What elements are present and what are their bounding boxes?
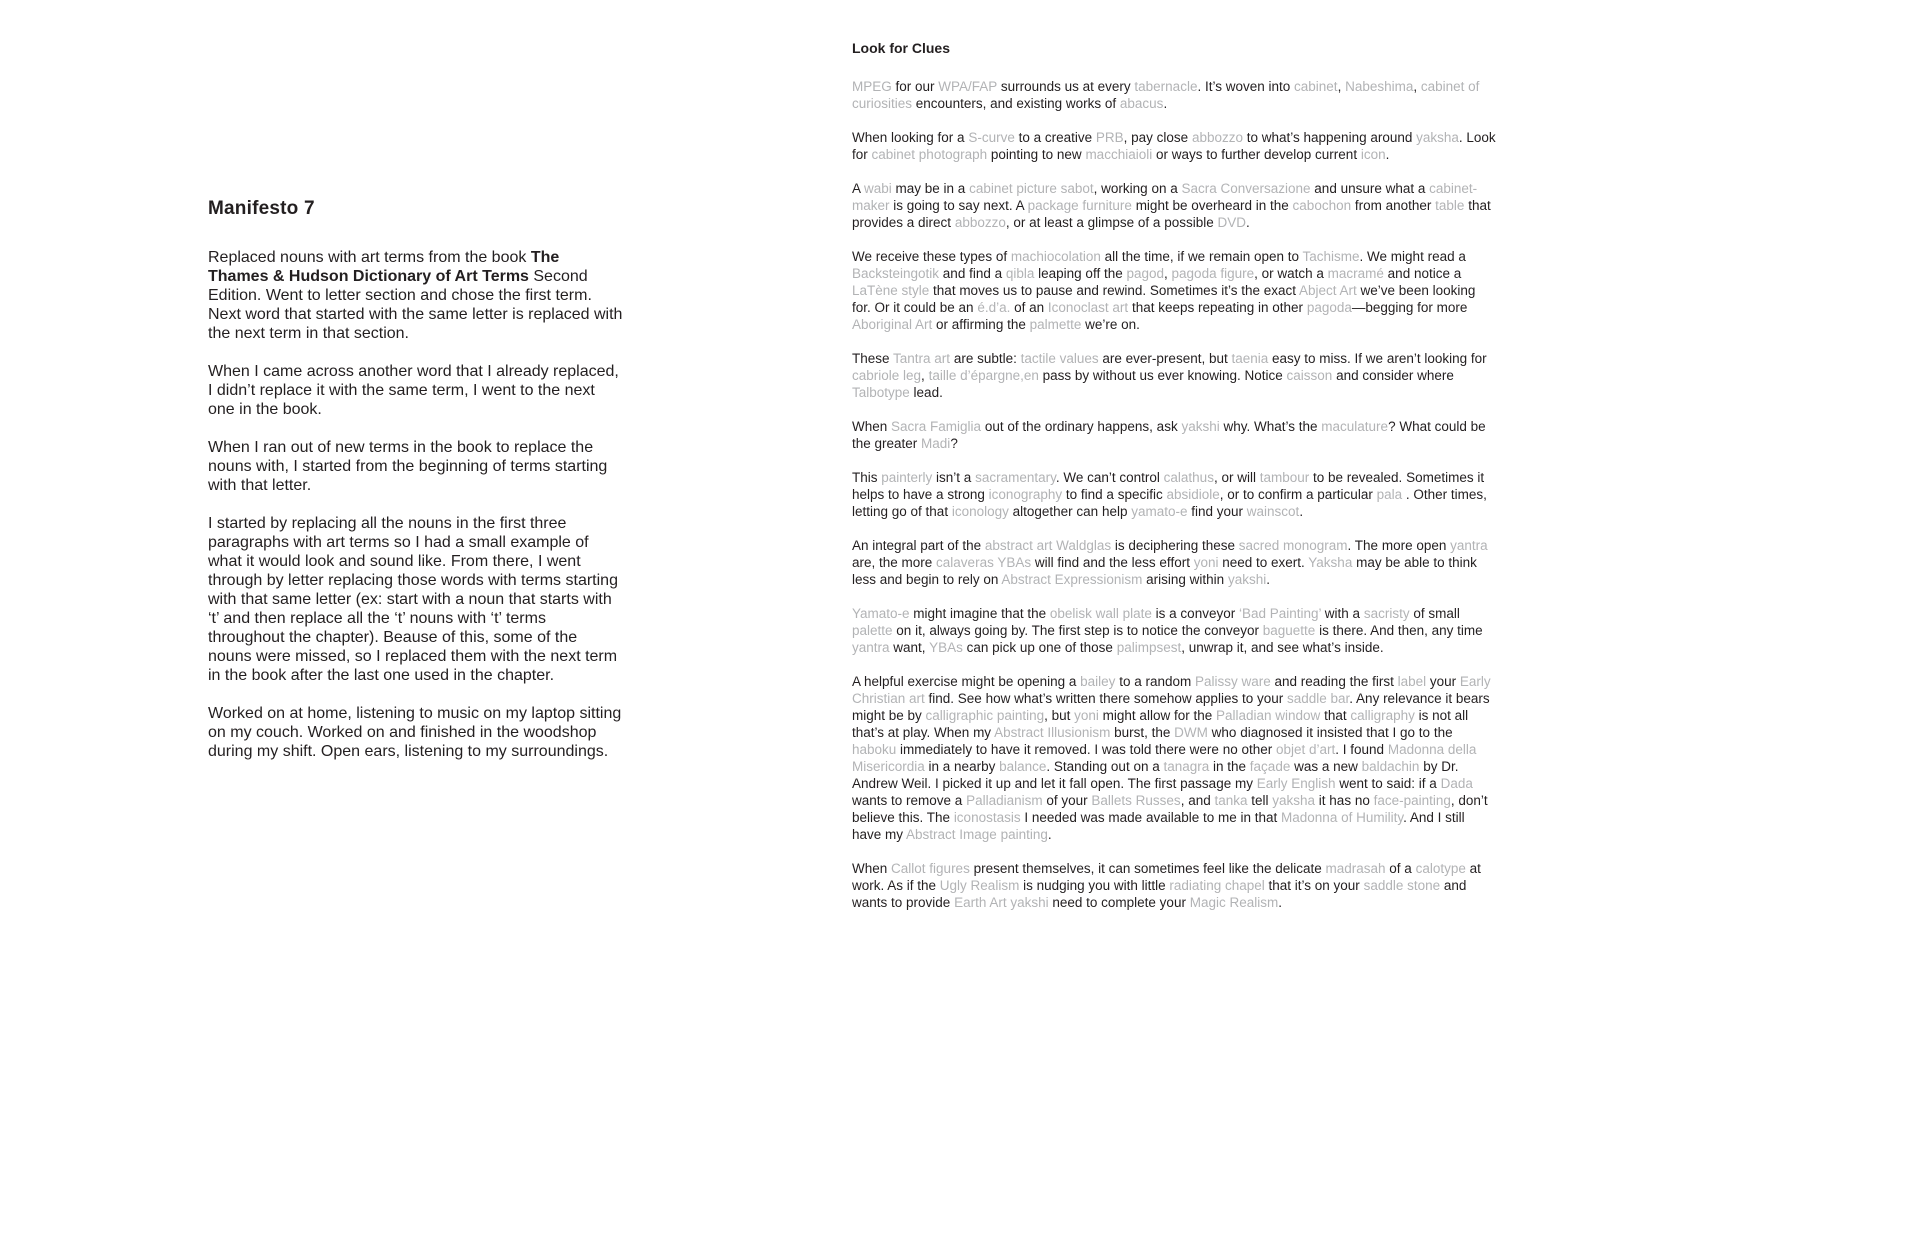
text-run: to what’s happening around	[1242, 130, 1417, 145]
art-term: saddle stone	[1363, 878, 1441, 893]
text-run: ,	[1164, 266, 1172, 281]
text-run: Second Edition. Went to letter section and chose the first term. Next word that started with the same letter is replaced with the next term in that section.	[208, 268, 623, 342]
text-run: can pick up one of those	[962, 640, 1117, 655]
art-term: calotype	[1415, 861, 1466, 876]
art-term: cabinet picture sabot	[969, 181, 1094, 196]
art-term: sacristy	[1363, 606, 1410, 621]
clues-title: Look for Clues	[852, 40, 951, 56]
text-run: .	[1278, 895, 1282, 910]
text-run: to be revealed. Sometimes it helps to have a strong	[852, 470, 1485, 502]
text-run: These	[852, 351, 894, 366]
art-term: Madonna of Humility	[1281, 810, 1404, 825]
art-term: Aboriginal Art	[852, 317, 933, 332]
art-term: MPEG	[852, 79, 892, 94]
art-term: Ugly Realism	[939, 878, 1020, 893]
text-run: why. What’s the	[1219, 419, 1322, 434]
text-run: pass by without us ever knowing. Notice	[1038, 368, 1287, 383]
art-term: icon	[1360, 147, 1386, 162]
art-term: Earth Art yakshi	[954, 895, 1049, 910]
text-run: present themselves, it can sometimes feel like the delicate	[969, 861, 1326, 876]
art-term: radiating chapel	[1169, 878, 1265, 893]
art-term: Tantra art	[893, 351, 951, 366]
text-run: your	[1426, 674, 1460, 689]
art-term: pagoda figure	[1171, 266, 1255, 281]
art-term: Abstract Image painting	[906, 827, 1048, 842]
art-term: macchiaioli	[1085, 147, 1153, 162]
art-term: Dada	[1440, 776, 1473, 791]
art-term: saddle bar	[1286, 691, 1350, 706]
paragraph	[852, 350, 1497, 401]
paragraph	[852, 418, 1497, 452]
text-run: is a conveyor	[1151, 606, 1239, 621]
art-term: é.d’a.	[977, 300, 1011, 315]
art-term: cabinet of curiosities	[852, 79, 1480, 111]
text-run: on it, always going by. The first step is to notice the conveyor	[892, 623, 1263, 638]
text-run: arising within	[1142, 572, 1228, 587]
art-term: Yamato-e	[852, 606, 910, 621]
text-run: ? What could be the greater	[852, 419, 1486, 451]
text-run: , or watch a	[1254, 266, 1328, 281]
art-term: Magic Realism	[1189, 895, 1279, 910]
paragraph	[208, 438, 623, 495]
text-run: and notice a	[1383, 266, 1462, 281]
art-term: abacus	[1119, 96, 1164, 111]
text-run: surrounds us at every	[997, 79, 1135, 94]
art-term: cabochon	[1292, 198, 1352, 213]
art-term: calligraphic painting	[925, 708, 1045, 723]
text-run: An integral part of the	[852, 538, 985, 553]
art-term: iconography	[988, 487, 1063, 502]
art-term: abstract art Waldglas	[984, 538, 1112, 553]
paragraph	[852, 860, 1497, 911]
text-run: all the time, if we remain open to	[1100, 249, 1303, 264]
text-run: encounters, and existing works of	[912, 96, 1120, 111]
text-run: need to complete your	[1048, 895, 1190, 910]
text-run: , pay close	[1123, 130, 1192, 145]
paragraph	[852, 469, 1497, 520]
text-run: wants to remove a	[852, 793, 967, 808]
text-run: that moves us to pause and rewind. Sometimes it’s the exact	[929, 283, 1299, 298]
art-term: palimpsest	[1116, 640, 1182, 655]
paragraph	[852, 537, 1497, 588]
art-term: yaksha	[1416, 130, 1459, 145]
text-run: When	[852, 861, 892, 876]
text-run: When I ran out of new terms in the book to replace the nouns with, I started from the beginning of terms starting with that letter.	[208, 439, 608, 494]
paragraph	[852, 673, 1497, 843]
text-run: who diagnosed it insisted that I go to the	[1207, 725, 1453, 740]
art-term: Early English	[1256, 776, 1336, 791]
text-run: with a	[1321, 606, 1364, 621]
art-term: obelisk wall plate	[1049, 606, 1152, 621]
text-run: ,	[921, 368, 929, 383]
text-run: to a creative	[1014, 130, 1096, 145]
art-term: Palladian window	[1215, 708, 1321, 723]
text-run: This	[852, 470, 882, 485]
text-run: A helpful exercise might be opening a	[852, 674, 1081, 689]
art-term: taenia	[1231, 351, 1269, 366]
text-run: .	[1163, 96, 1168, 111]
text-run: at work. As if the	[852, 861, 1481, 893]
art-term: Sacra Famiglia	[891, 419, 982, 434]
text-run: in the	[1209, 759, 1250, 774]
text-run: When I came across another word that I already replaced, I didn’t replace it with the same term, I went to the next one in the book.	[208, 363, 619, 418]
art-term: wainscot	[1246, 504, 1300, 519]
text-run: find. See how what’s written there somehow applies to your	[924, 691, 1287, 706]
text-run: altogether can help	[1008, 504, 1132, 519]
art-term: façade	[1249, 759, 1291, 774]
art-term: tanka	[1214, 793, 1248, 808]
text-run: , or at least a glimpse of a possible	[1005, 215, 1218, 230]
text-run: , or will	[1213, 470, 1260, 485]
paragraph	[852, 129, 1497, 163]
art-term: DVD	[1217, 215, 1246, 230]
art-term: Talbotype	[852, 385, 910, 400]
art-term: Callot figures	[891, 861, 970, 876]
art-term: yoni	[1074, 708, 1099, 723]
text-run: is deciphering these	[1111, 538, 1239, 553]
text-run: A	[852, 181, 865, 196]
art-term: PRB	[1095, 130, 1124, 145]
art-term: Backsteingotik	[852, 266, 940, 281]
text-run: ?	[950, 436, 958, 451]
text-run: by Dr. Andrew Weil. I picked it up and let it fall open. The first passage my	[852, 759, 1459, 791]
art-term: caisson	[1286, 368, 1333, 383]
clues-body	[852, 78, 1497, 911]
art-term: iconostasis	[953, 810, 1021, 825]
art-term: Abject Art	[1299, 283, 1357, 298]
text-run: want,	[889, 640, 930, 655]
text-run: for our	[891, 79, 939, 94]
art-term: haboku	[852, 742, 897, 757]
text-run: , don’t believe this. The	[852, 793, 1488, 825]
text-run: and wants to provide	[852, 878, 1467, 910]
text-run: . We might read a	[1359, 249, 1466, 264]
text-run: is there. And then, any time	[1315, 623, 1483, 638]
art-term: Early Christian art	[852, 674, 1491, 706]
text-run: are, the more	[852, 555, 937, 570]
art-term: wabi	[864, 181, 892, 196]
art-term: tanagra	[1163, 759, 1210, 774]
text-run: in a nearby	[924, 759, 1000, 774]
art-term: bailey	[1080, 674, 1116, 689]
art-term: Madi	[921, 436, 951, 451]
art-term: cabinet-maker	[852, 181, 1478, 213]
paragraph	[852, 248, 1497, 333]
art-term: calaveras YBAs	[936, 555, 1032, 570]
text-run: . We can’t control	[1055, 470, 1164, 485]
text-run: of an	[1010, 300, 1048, 315]
text-run: might imagine that the	[909, 606, 1050, 621]
art-term: maculature	[1321, 419, 1389, 434]
text-run: of small	[1409, 606, 1460, 621]
art-term: sacramentary	[975, 470, 1056, 485]
art-term: taille d’épargne,en	[928, 368, 1039, 383]
art-term: Nabeshima	[1345, 79, 1414, 94]
text-run: The Thames & Hudson Dictionary of Art Terms	[208, 249, 560, 285]
text-run: ,	[1413, 79, 1421, 94]
art-term: Tachisme	[1302, 249, 1360, 264]
art-term: pagod	[1126, 266, 1165, 281]
text-run: We receive these types of	[852, 249, 1011, 264]
text-run: and unsure what a	[1310, 181, 1430, 196]
art-term: DWM	[1174, 725, 1208, 740]
art-term: pagoda	[1306, 300, 1352, 315]
text-run: Replaced nouns with art terms from the book	[208, 249, 531, 266]
paragraph	[208, 514, 623, 685]
manifesto-section	[208, 198, 623, 780]
text-run: and reading the first	[1270, 674, 1398, 689]
art-term: palette	[852, 623, 893, 638]
art-term: Palissy ware	[1194, 674, 1271, 689]
text-run: may be able to think less and begin to rely on	[852, 555, 1477, 587]
art-term: tambour	[1259, 470, 1310, 485]
text-run: , or to confirm a particular	[1219, 487, 1377, 502]
text-run: is nudging you with little	[1019, 878, 1170, 893]
manifesto-body	[208, 248, 623, 761]
art-term: painterly	[881, 470, 933, 485]
art-term: yakshi	[1227, 572, 1267, 587]
text-run: . Look for	[852, 130, 1496, 162]
text-run: immediately to have it removed. I was told there were no other	[896, 742, 1276, 757]
paragraph	[208, 362, 623, 419]
art-term: machiocolation	[1010, 249, 1101, 264]
text-run: .	[1385, 147, 1390, 162]
art-term: Abstract Illusionism	[994, 725, 1111, 740]
clues-section	[852, 40, 1497, 928]
text-run: or affirming the	[932, 317, 1030, 332]
art-term: balance	[999, 759, 1047, 774]
text-run: went to said: if a	[1335, 776, 1441, 791]
art-term: tactile values	[1020, 351, 1099, 366]
art-term: qibla	[1005, 266, 1035, 281]
paragraph	[208, 248, 623, 343]
art-term: label	[1397, 674, 1427, 689]
art-term: abbozzo	[1191, 130, 1243, 145]
art-term: abbozzo	[954, 215, 1006, 230]
text-run: will find and the less effort	[1031, 555, 1194, 570]
text-run: may be in a	[891, 181, 970, 196]
text-run: find your	[1187, 504, 1247, 519]
text-run: , and	[1180, 793, 1215, 808]
art-term: S-curve	[968, 130, 1015, 145]
art-term: Yaksha	[1308, 555, 1353, 570]
art-term: madrasah	[1325, 861, 1386, 876]
text-run: . It’s woven into	[1197, 79, 1295, 94]
text-run: . And I still have my	[852, 810, 1465, 842]
art-term: WPA/FAP	[938, 79, 998, 94]
paragraph	[208, 704, 623, 761]
text-run: from another	[1351, 198, 1436, 213]
text-run: , working on a	[1093, 181, 1182, 196]
text-run: . Other times, letting go of that	[852, 487, 1487, 519]
text-run: lead.	[909, 385, 943, 400]
text-run: of a	[1385, 861, 1416, 876]
text-run: , but	[1044, 708, 1075, 723]
text-run: it has no	[1315, 793, 1374, 808]
text-run: are subtle:	[950, 351, 1021, 366]
paragraph	[852, 605, 1497, 656]
text-run: .	[1246, 215, 1250, 230]
art-term: baldachin	[1361, 759, 1420, 774]
text-run: that provides a direct	[852, 198, 1491, 230]
art-term: cabinet photograph	[871, 147, 988, 162]
art-term: yakshi	[1181, 419, 1220, 434]
text-run: .	[1299, 504, 1304, 519]
art-term: cabinet	[1294, 79, 1338, 94]
text-run: that it’s on your	[1264, 878, 1364, 893]
art-term: Madonna della Misericordia	[852, 742, 1477, 774]
art-term: objet d’art	[1275, 742, 1336, 757]
text-run: or ways to further develop current	[1152, 147, 1361, 162]
text-run: might be overheard in the	[1131, 198, 1293, 213]
paragraph	[852, 180, 1497, 231]
text-run: tell	[1247, 793, 1273, 808]
art-term: sacred monogram	[1238, 538, 1348, 553]
text-run: that	[1320, 708, 1351, 723]
text-run: ,	[1337, 79, 1346, 94]
text-run: Worked on at home, listening to music on my laptop sitting on my couch. Worked on and finished in the woodshop during my shift. Open ears, listening to my surroundings.	[208, 705, 622, 760]
text-run: pointing to new	[987, 147, 1086, 162]
text-run: I needed was made available to me in that	[1020, 810, 1282, 825]
text-run: is not all that’s at play. When my	[852, 708, 1469, 740]
text-run: .	[1047, 827, 1052, 842]
text-run: .	[1266, 572, 1270, 587]
text-run: out of the ordinary happens, ask	[981, 419, 1182, 434]
art-term: Palladianism	[966, 793, 1043, 808]
text-run: burst, the	[1110, 725, 1175, 740]
art-term: Iconoclast art	[1047, 300, 1129, 315]
art-term: tabernacle	[1134, 79, 1198, 94]
art-term: Ballets Russes	[1091, 793, 1181, 808]
text-run: . I found	[1335, 742, 1388, 757]
art-term: LaTène style	[852, 283, 930, 298]
text-run: When	[852, 419, 892, 434]
text-run: of your	[1042, 793, 1092, 808]
art-term: yantra	[852, 640, 890, 655]
paragraph	[852, 78, 1497, 112]
art-term: yaksha	[1272, 793, 1316, 808]
text-run: to find a specific	[1062, 487, 1167, 502]
art-term: yantra	[1450, 538, 1488, 553]
text-run: isn’t a	[932, 470, 976, 485]
art-term: calligraphy	[1350, 708, 1415, 723]
text-run: we’ve been looking for. Or it could be an	[852, 283, 1476, 315]
text-run: I started by replacing all the nouns in the first three paragraphs with art terms so I had a small example of what it would look and sound like. From there, I went through by letter replacing those words with terms starting with that same letter (ex: start with a noun that starts with ‘t’ and then replace all the ‘t’ nouns with ‘t’ terms throughout the chapter). Beause of this, some of the nouns were missed, so I replaced them with the next term in the book after the last one used in the chapter.	[208, 515, 618, 684]
text-run: might allow for the	[1098, 708, 1216, 723]
art-term: palmette	[1029, 317, 1082, 332]
art-term: YBAs	[929, 640, 963, 655]
art-term: package furniture	[1027, 198, 1132, 213]
text-run: , unwrap it, and see what’s inside.	[1181, 640, 1384, 655]
art-term: yoni	[1193, 555, 1219, 570]
text-run: are ever-present, but	[1098, 351, 1232, 366]
text-run: . Any relevance it bears might be by	[852, 691, 1490, 723]
text-run: easy to miss. If we aren’t looking for	[1268, 351, 1487, 366]
art-term: yamato-e	[1131, 504, 1188, 519]
text-run: we’re on.	[1081, 317, 1140, 332]
text-run: was a new	[1290, 759, 1362, 774]
text-run: . Standing out on a	[1046, 759, 1164, 774]
art-term: baguette	[1262, 623, 1316, 638]
text-run: When looking for a	[852, 130, 969, 145]
text-run: that keeps repeating in other	[1128, 300, 1307, 315]
text-run: need to exert.	[1218, 555, 1309, 570]
art-term: ‘Bad Painting’	[1238, 606, 1322, 621]
text-run: is going to say next. A	[889, 198, 1028, 213]
manifesto-title: Manifesto 7	[208, 198, 315, 219]
text-run: and find a	[939, 266, 1006, 281]
text-run: to a random	[1115, 674, 1195, 689]
art-term: face-painting	[1373, 793, 1451, 808]
art-term: Abstract Expressionism	[1001, 572, 1143, 587]
text-run: leaping off the	[1034, 266, 1127, 281]
art-term: absidiole	[1166, 487, 1220, 502]
text-run: . The more open	[1347, 538, 1451, 553]
text-run: and consider where	[1332, 368, 1454, 383]
art-term: calathus	[1163, 470, 1214, 485]
art-term: cabriole leg	[852, 368, 922, 383]
art-term: iconology	[951, 504, 1009, 519]
art-term: pala	[1376, 487, 1403, 502]
art-term: macramé	[1327, 266, 1384, 281]
art-term: Sacra Conversazione	[1181, 181, 1311, 196]
art-term: table	[1435, 198, 1465, 213]
text-run: —begging for more	[1351, 300, 1468, 315]
